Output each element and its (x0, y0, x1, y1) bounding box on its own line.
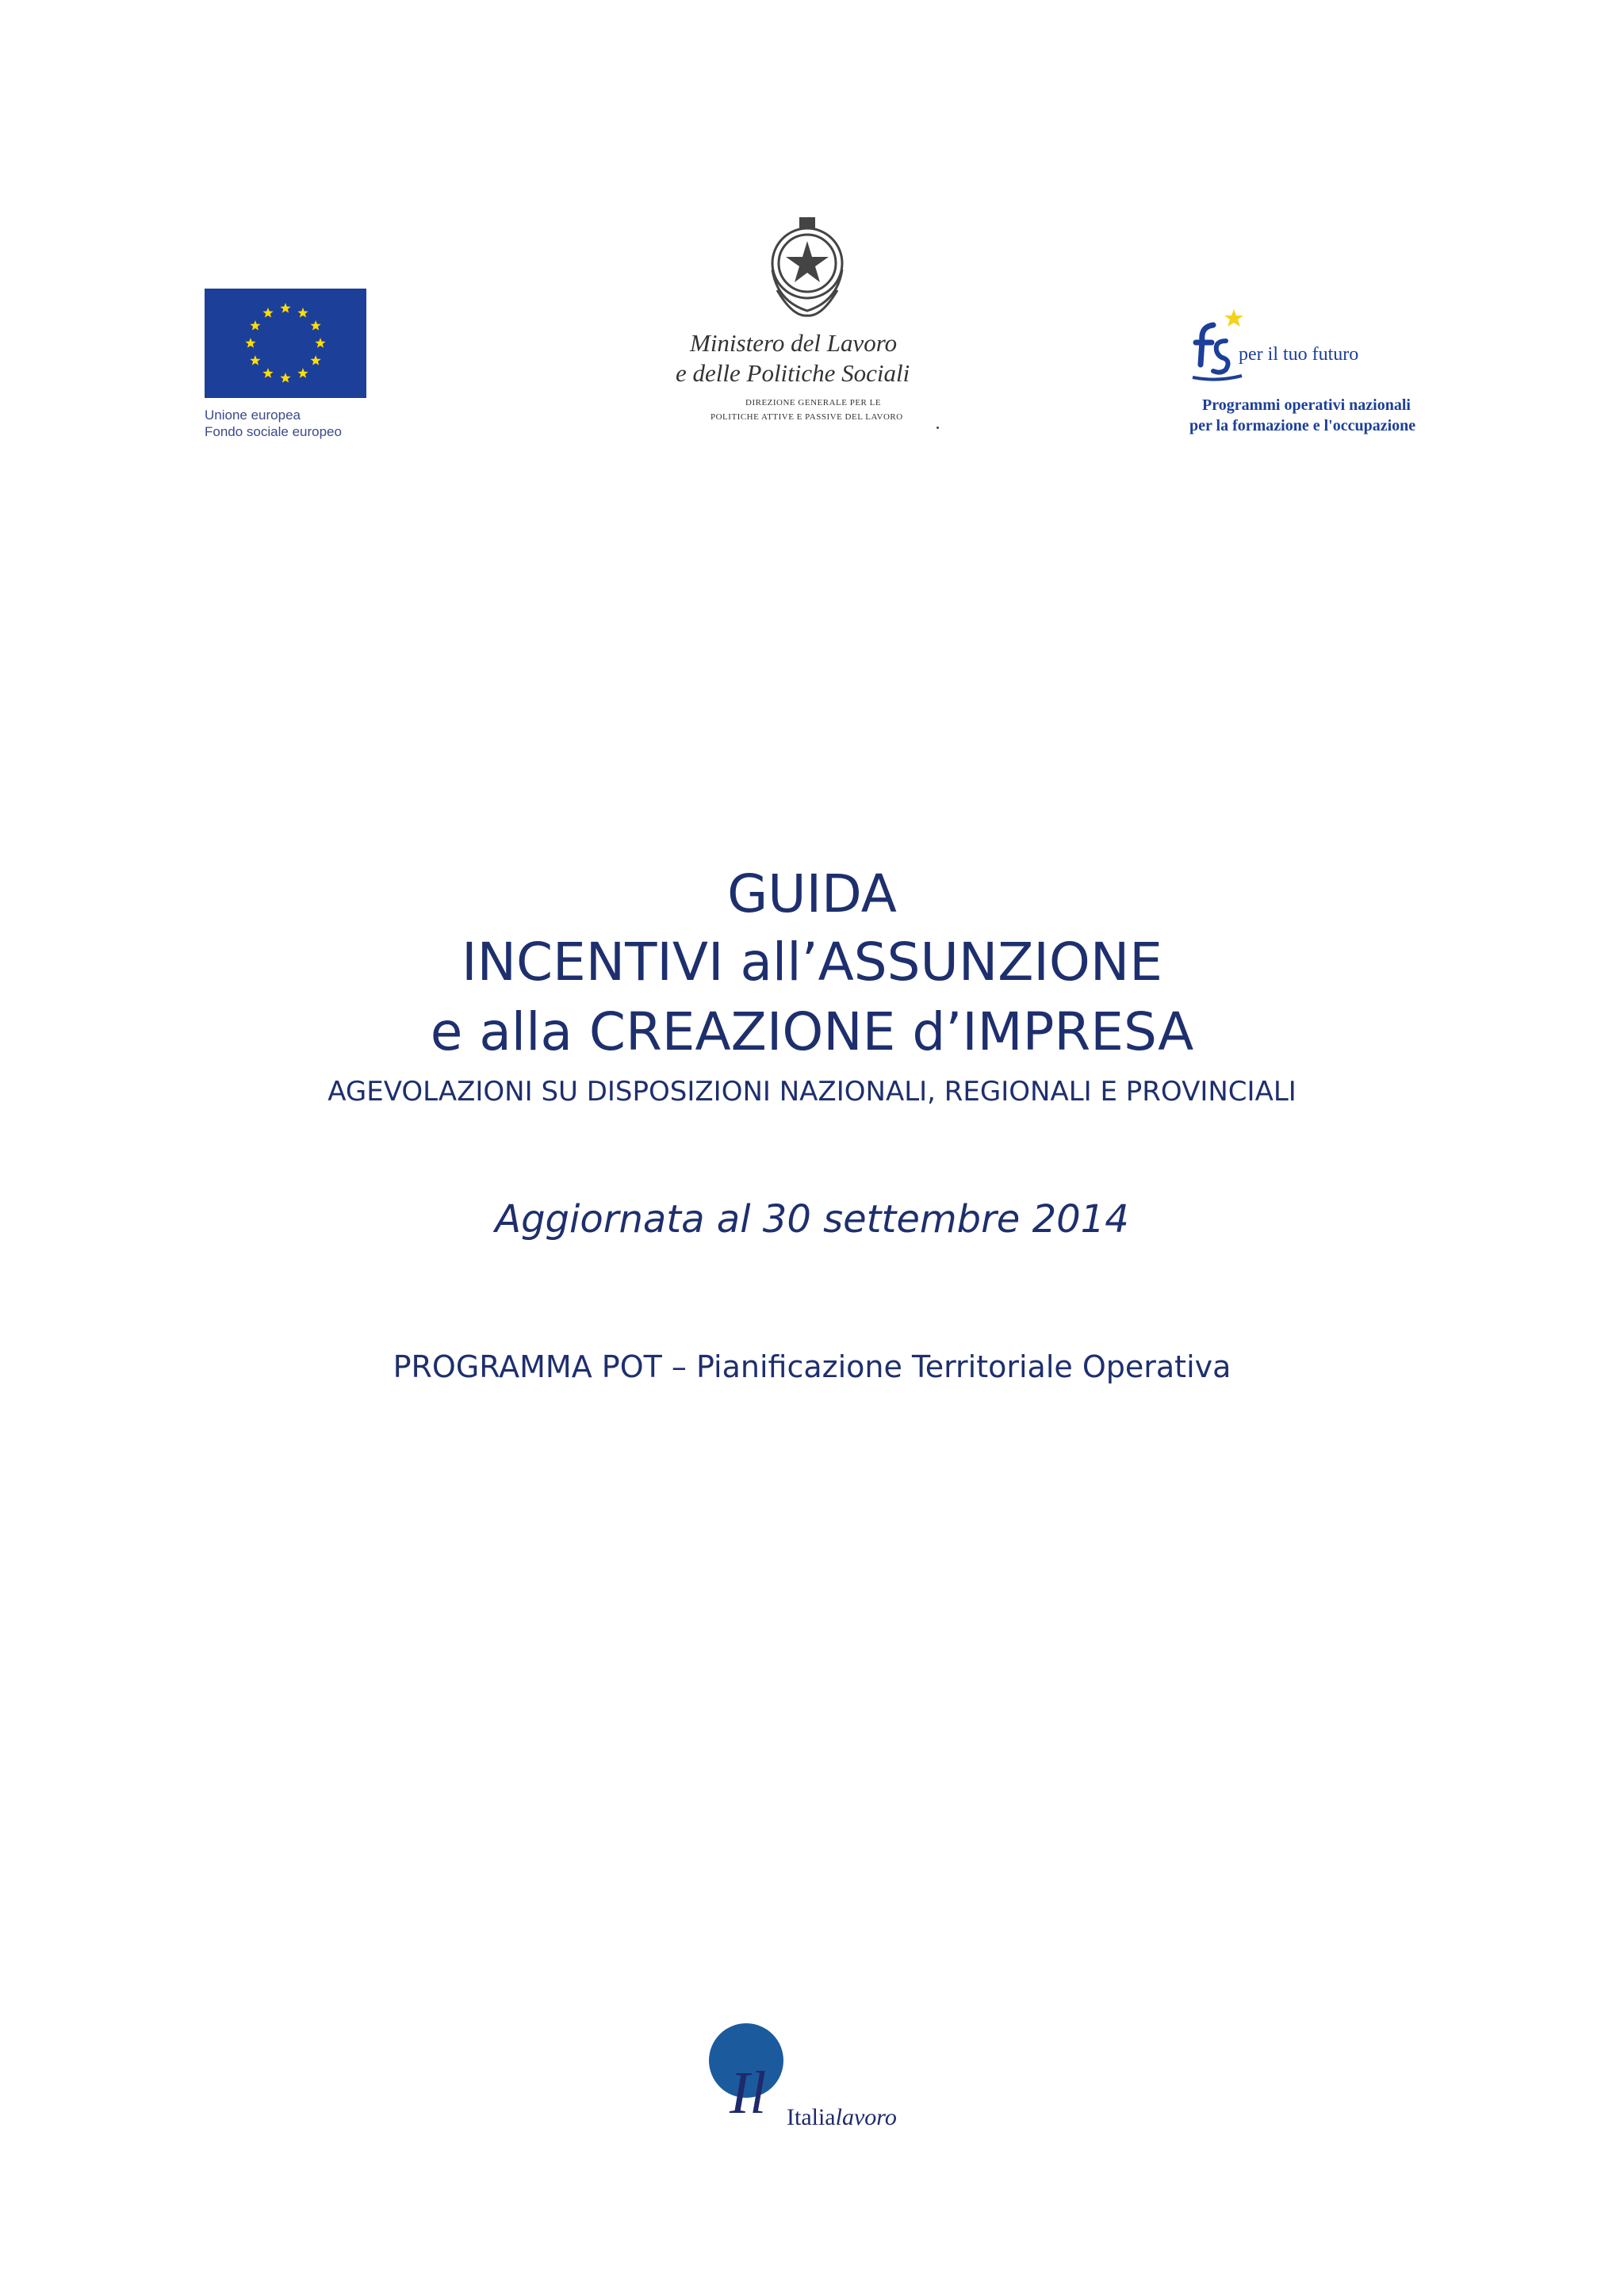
eu-star-icon (250, 355, 260, 365)
italian-republic-emblem-icon (761, 214, 853, 322)
ministero-title-line1: Ministero del Lavoro (690, 329, 898, 357)
eu-star-icon (280, 303, 290, 313)
fse-mark-icon (1189, 309, 1243, 388)
document-title-line3: e alla CREAZIONE d’IMPRESA (430, 1001, 1194, 1062)
eu-star-icon (250, 320, 260, 331)
programme-name: PROGRAMMA POT – Pianificazione Territoriale Operativa (393, 1349, 1231, 1384)
update-date: Aggiornata al 30 settembre 2014 (495, 1197, 1129, 1242)
italialavoro-mark: Il (730, 2060, 767, 2126)
ministero-subtitle-line1: DIREZIONE GENERALE PER LE (745, 398, 882, 408)
eu-star-icon (310, 320, 320, 331)
eu-star-icon (297, 368, 308, 378)
document-title-line2: INCENTIVI all’ASSUNZIONE (462, 932, 1162, 993)
fse-logo (1189, 309, 1427, 444)
eu-flag-icon (205, 289, 366, 398)
fse-program-line1: Programmi operativi nazionali (1202, 396, 1411, 414)
eu-star-icon (262, 308, 273, 318)
italialavoro-logo (704, 2023, 910, 2134)
fse-tagline: per il tuo futuro (1239, 344, 1359, 365)
decorative-dot (936, 427, 939, 429)
eu-caption-line2: Fondo sociale europeo (205, 424, 342, 439)
eu-caption-line1: Unione europea (205, 408, 301, 423)
eu-star-icon (262, 368, 273, 378)
ministero-logo (666, 214, 952, 436)
eu-logo (205, 289, 366, 439)
fse-program-line2: per la formazione e l'occupazione (1189, 417, 1416, 434)
italialavoro-name-part1: Italia (787, 2104, 836, 2130)
document-subtitle: AGEVOLAZIONI SU DISPOSIZIONI NAZIONALI, REGIONALI E PROVINCIALI (327, 1076, 1297, 1108)
eu-star-icon (297, 308, 308, 318)
ministero-title-line2: e delle Politiche Sociali (676, 359, 910, 387)
italialavoro-name-part2: lavoro (835, 2104, 897, 2130)
eu-star-icon (245, 338, 255, 348)
eu-star-icon (280, 373, 290, 383)
eu-star-icon (310, 355, 320, 365)
document-title-line1: GUIDA (727, 863, 897, 924)
italialavoro-name (787, 2104, 897, 2131)
eu-star-icon (315, 338, 325, 348)
ministero-subtitle-line2: POLITICHE ATTIVE E PASSIVE DEL LAVORO (710, 412, 903, 422)
